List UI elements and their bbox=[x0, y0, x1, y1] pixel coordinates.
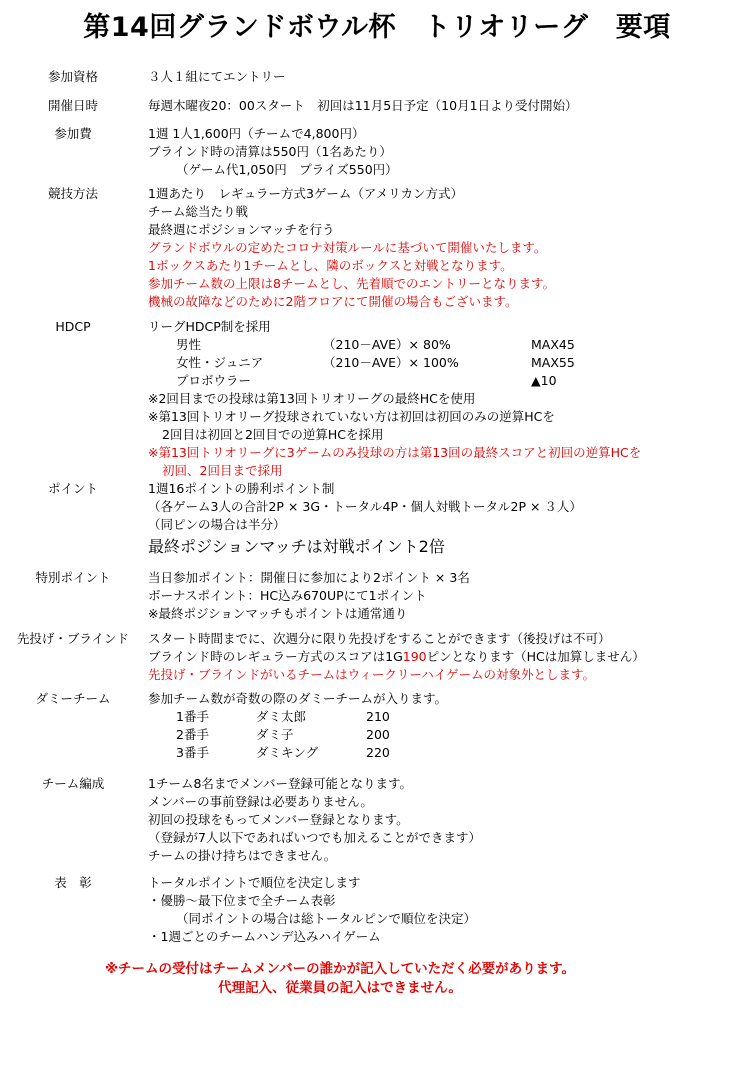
blind-text: ピンとなります（HCは加算しません） bbox=[426, 649, 645, 664]
hdcp-limit: MAX55 bbox=[531, 355, 575, 370]
blind-red-line: 先投げ・ブラインドがいるチームはウィークリーハイゲームの対象外とします。 bbox=[148, 667, 596, 682]
award-line: （同ポイントの場合は総トータルピンで順位を決定） bbox=[176, 911, 477, 926]
blind-score: 190 bbox=[402, 649, 427, 664]
footer-notice bbox=[0, 960, 680, 998]
hdcp-row bbox=[148, 372, 734, 390]
method-line: 最終週にポジションマッチを行う bbox=[148, 222, 335, 237]
team-line: （登録が7人以下であればいつでも加えることができます） bbox=[148, 830, 481, 845]
special-line: 当日参加ポイント：開催日に参加により2ポイント × 3名 bbox=[148, 570, 470, 585]
section-label: HDCP bbox=[55, 319, 91, 334]
hdcp-note: 2回目は初回と2回目での逆算HCを採用 bbox=[162, 427, 384, 442]
special-line: ボーナスポイント：HC込み670UPにて1ポイント bbox=[148, 588, 427, 603]
dummy-row bbox=[148, 708, 734, 726]
blind-line bbox=[148, 648, 734, 666]
section-label: 表 彰 bbox=[54, 875, 92, 890]
schedule-line: 毎週木曜夜20：00スタート 初回は11月5日予定（10月1日より受付開始） bbox=[148, 98, 578, 113]
method-red-line: グランドボウルの定めたコロナ対策ルールに基づいて開催いたします。 bbox=[148, 240, 547, 255]
team-line: メンバーの事前登録は必要ありません。 bbox=[148, 794, 373, 809]
dummy-score: 220 bbox=[366, 745, 390, 760]
hdcp-limit: ▲10 bbox=[531, 373, 557, 388]
fee-line: （ゲーム代1,050円 プライズ550円） bbox=[176, 162, 398, 177]
points-highlight: 最終ポジションマッチは対戦ポイント2倍 bbox=[148, 537, 445, 556]
dummy-intro: 参加チーム数が奇数の際のダミーチームが入ります。 bbox=[148, 691, 448, 706]
team-line: 1チーム8名までメンバー登録可能となります。 bbox=[148, 776, 413, 791]
section-label: 参加資格 bbox=[47, 69, 98, 84]
points-line: （同ピンの場合は半分） bbox=[148, 517, 286, 532]
award-line: トータルポイントで順位を決定します bbox=[148, 875, 361, 890]
section-label: 参加費 bbox=[54, 126, 92, 141]
hdcp-formula: （210－AVE）× 100% bbox=[323, 355, 459, 370]
method-line: チーム総当たり戦 bbox=[148, 204, 249, 219]
footer-line: 代理記入、従業員の記入はできません。 bbox=[218, 980, 462, 996]
dummy-name: ダミ太郎 bbox=[256, 709, 307, 724]
method-red-line: 参加チーム数の上限は8チームとし、先着順でのエントリーとなります。 bbox=[148, 276, 555, 291]
hdcp-limit: MAX45 bbox=[531, 337, 575, 352]
section-label: チーム編成 bbox=[41, 776, 105, 791]
fee-line: 1週 1人1,600円（チームで4,800円） bbox=[148, 126, 365, 141]
dummy-position: 2番手 bbox=[176, 727, 209, 742]
points-line: （各ゲーム3人の合計2P × 3G・トータル4P・個人対戦トータル2P × ３人） bbox=[148, 499, 582, 514]
hdcp-red-note: ※第13回トリオリーグに3ゲームのみ投球の方は第13回の最終スコアと初回の逆算HCを bbox=[148, 445, 642, 460]
award-line: ・優勝～最下位まで全チーム表彰 bbox=[148, 893, 336, 908]
page-title: 第14回グランドボウル杯 トリオリーグ 要項 bbox=[83, 12, 671, 43]
award-line: ・1週ごとのチームハンデ込みハイゲーム bbox=[148, 929, 381, 944]
hdcp-intro: リーグHDCP制を採用 bbox=[148, 319, 271, 334]
hdcp-row bbox=[148, 354, 734, 372]
footer-line: ※チームの受付はチームメンバーの誰かが記入していただく必要があります。 bbox=[104, 961, 576, 977]
fee-line: ブラインド時の清算は550円（1名あたり） bbox=[148, 144, 392, 159]
method-line: 1週あたり レギュラー方式3ゲーム（アメリカン方式） bbox=[148, 186, 464, 201]
blind-line: スタート時間までに、次週分に限り先投げをすることができます（後投げは不可） bbox=[148, 631, 611, 646]
section-label: ポイント bbox=[47, 481, 98, 496]
section-label: 開催日時 bbox=[47, 98, 98, 113]
hdcp-category: 女性・ジュニア bbox=[176, 355, 264, 370]
dummy-position: 1番手 bbox=[176, 709, 209, 724]
qualification-line: ３人１組にてエントリー bbox=[148, 69, 286, 84]
special-line: ※最終ポジションマッチもポイントは通常通り bbox=[148, 606, 408, 621]
section-label: 競技方法 bbox=[47, 186, 98, 201]
section-label: 先投げ・ブラインド bbox=[16, 631, 130, 646]
dummy-score: 200 bbox=[366, 727, 390, 742]
hdcp-note: ※第13回トリオリーグ投球されていない方は初回は初回のみの逆算HCを bbox=[148, 409, 555, 424]
dummy-position: 3番手 bbox=[176, 745, 209, 760]
hdcp-category: 男性 bbox=[176, 337, 202, 352]
hdcp-red-note: 初回、2回目まで採用 bbox=[162, 463, 283, 478]
points-line: 1週16ポイントの勝利ポイント制 bbox=[148, 481, 335, 496]
dummy-name: ダミ子 bbox=[256, 727, 294, 742]
section-label: 特別ポイント bbox=[35, 570, 111, 585]
section-label: ダミーチーム bbox=[35, 691, 111, 706]
hdcp-category: プロボウラー bbox=[176, 373, 252, 388]
dummy-name: ダミキング bbox=[256, 745, 319, 760]
method-red-line: 1ボックスあたり1チームとし、隣のボックスと対戦となります。 bbox=[148, 258, 513, 273]
team-line: 初回の投球をもってメンバー登録となります。 bbox=[148, 812, 409, 827]
dummy-row bbox=[148, 726, 734, 744]
method-red-line: 機械の故障などのために2階フロアにて開催の場合もございます。 bbox=[148, 294, 518, 309]
team-line: チームの掛け持ちはできません。 bbox=[148, 848, 337, 863]
dummy-row bbox=[148, 744, 734, 762]
hdcp-formula: （210－AVE）× 80% bbox=[323, 337, 451, 352]
dummy-score: 210 bbox=[366, 709, 390, 724]
hdcp-row bbox=[148, 336, 734, 354]
blind-text: ブラインド時のレギュラー方式のスコアは1G bbox=[148, 649, 403, 664]
hdcp-note: ※2回目までの投球は第13回トリオリーグの最終HCを使用 bbox=[148, 391, 476, 406]
